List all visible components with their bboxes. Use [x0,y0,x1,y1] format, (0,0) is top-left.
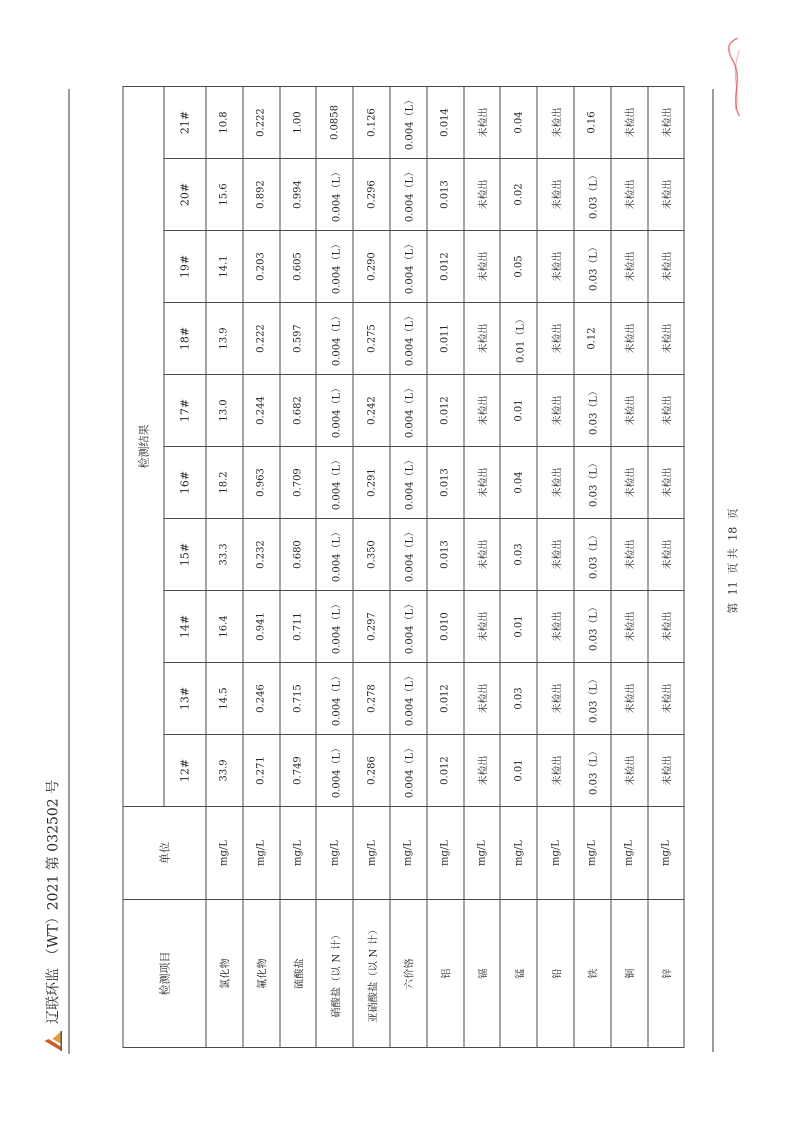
result-cell: 0.004（L） [316,231,353,303]
unit-cell: mg/L [426,807,463,900]
result-cell: 未检出 [537,591,574,663]
result-cell: 未检出 [463,303,500,375]
result-cell: 未检出 [537,303,574,375]
station-header: 21# [164,87,206,159]
station-header: 18# [164,303,206,375]
result-cell: 0.01 [500,591,537,663]
page-suffix: 页 [726,508,739,520]
page-mid: 页 共 [726,548,739,574]
result-cell: 0.994 [279,159,316,231]
col-header-unit: 单位 [123,807,206,900]
table-row [500,87,537,1048]
station-header: 19# [164,231,206,303]
result-cell: 0.03（L） [573,591,610,663]
result-cell: 0.03（L） [573,663,610,735]
result-cell: 0.350 [353,519,390,591]
result-cell: 0.010 [426,591,463,663]
result-cell: 0.290 [353,231,390,303]
result-cell: 0.749 [279,735,316,807]
result-cell: 0.004（L） [316,375,353,447]
result-cell: 0.004（L） [316,303,353,375]
station-header: 20# [164,159,206,231]
result-cell: 0.03（L） [573,447,610,519]
header-row-1 [123,87,164,1048]
result-cell: 0.05 [500,231,537,303]
result-cell: 0.296 [353,159,390,231]
footer-rule [712,89,713,1052]
result-cell: 33.9 [206,735,243,807]
result-cell: 未检出 [537,375,574,447]
result-cell: 未检出 [647,303,684,375]
result-cell: 未检出 [610,375,647,447]
result-cell: 0.203 [242,231,279,303]
company-logo-icon [42,1030,62,1052]
unit-cell: mg/L [610,807,647,900]
result-cell: 0.278 [353,663,390,735]
result-cell: 0.01（L） [500,303,537,375]
result-cell: 0.03（L） [573,231,610,303]
table-row [610,87,647,1048]
result-cell: 0.04 [500,87,537,159]
result-cell: 0.02 [500,159,537,231]
parameter-name: 六价铬 [389,900,426,1048]
parameter-name: 硫酸盐 [279,900,316,1048]
result-cell: 未检出 [537,519,574,591]
unit-cell: mg/L [500,807,537,900]
result-cell: 0.004（L） [316,735,353,807]
parameter-name: 亚硝酸盐（以 N 计） [353,900,390,1048]
result-cell: 0.004（L） [316,519,353,591]
col-header-results: 检测结果 [123,87,164,807]
parameter-name: 氟化物 [242,900,279,1048]
col-header-project: 检测项目 [123,900,206,1048]
result-cell: 未检出 [610,231,647,303]
page-number [724,0,740,1122]
table-row [573,87,610,1048]
result-cell: 0.004（L） [389,87,426,159]
unit-cell: mg/L [463,807,500,900]
unit-cell: mg/L [242,807,279,900]
result-cell: 0.222 [242,303,279,375]
result-cell: 未检出 [537,159,574,231]
station-header: 16# [164,447,206,519]
result-cell: 未检出 [610,87,647,159]
result-cell: 未检出 [647,447,684,519]
result-cell: 14.5 [206,663,243,735]
result-cell: 未检出 [610,159,647,231]
table-row [316,87,353,1048]
report-header [40,780,64,1052]
result-cell: 0.012 [426,231,463,303]
result-cell: 未检出 [463,87,500,159]
station-header: 14# [164,591,206,663]
station-header: 13# [164,663,206,735]
result-cell: 0.222 [242,87,279,159]
result-cell: 0.232 [242,519,279,591]
result-cell: 0.004（L） [316,663,353,735]
result-cell: 0.011 [426,303,463,375]
result-cell: 未检出 [463,591,500,663]
result-cell: 未检出 [610,303,647,375]
result-cell: 0.246 [242,663,279,735]
unit-cell: mg/L [279,807,316,900]
unit-cell: mg/L [537,807,574,900]
result-cell: 未检出 [610,519,647,591]
result-cell: 0.715 [279,663,316,735]
result-cell: 0.963 [242,447,279,519]
result-cell: 未检出 [463,519,500,591]
header-rule [68,89,69,1054]
result-cell: 0.03 [500,663,537,735]
result-cell: 未检出 [610,591,647,663]
result-cell: 0.12 [573,303,610,375]
parameter-name: 铁 [573,900,610,1048]
result-cell: 未检出 [463,231,500,303]
result-cell: 0.242 [353,375,390,447]
report-id: （WT）2021 第 032502 号 [45,779,61,962]
parameter-name: 镉 [463,900,500,1048]
station-header: 12# [164,735,206,807]
result-cell: 0.03（L） [573,519,610,591]
parameter-name: 氯化物 [206,900,243,1048]
page-prefix: 第 [726,602,739,614]
result-cell: 0.04 [500,447,537,519]
table-row [242,87,279,1048]
result-cell: 0.004（L） [316,591,353,663]
result-cell: 13.9 [206,303,243,375]
table-row [537,87,574,1048]
page-total: 18 [726,526,739,541]
station-header: 15# [164,519,206,591]
parameter-name: 锌 [647,900,684,1048]
result-cell: 未检出 [537,87,574,159]
result-cell: 0.004（L） [389,375,426,447]
result-cell: 未检出 [647,519,684,591]
table-row [647,87,684,1048]
result-cell: 未检出 [537,735,574,807]
result-cell: 14.1 [206,231,243,303]
result-cell: 未检出 [537,231,574,303]
result-cell: 未检出 [647,375,684,447]
result-cell: 0.004（L） [389,735,426,807]
result-cell: 16.4 [206,591,243,663]
result-cell: 0.244 [242,375,279,447]
page-current: 11 [726,581,739,596]
result-cell: 未检出 [647,591,684,663]
result-cell: 0.03（L） [573,735,610,807]
result-cell: 未检出 [463,735,500,807]
parameter-name: 铝 [426,900,463,1048]
result-cell: 未检出 [463,375,500,447]
result-cell: 1.00 [279,87,316,159]
unit-cell: mg/L [647,807,684,900]
unit-cell: mg/L [573,807,610,900]
result-cell: 0.605 [279,231,316,303]
table-row [279,87,316,1048]
red-seal-stamp [725,35,745,120]
result-cell: 0.0858 [316,87,353,159]
result-cell: 未检出 [537,447,574,519]
result-cell: 未检出 [610,663,647,735]
table-row [206,87,243,1048]
result-cell: 0.275 [353,303,390,375]
result-cell: 0.01 [500,375,537,447]
result-cell: 0.004（L） [316,447,353,519]
company-name: 辽联环监 [45,968,61,1024]
result-cell: 0.892 [242,159,279,231]
result-cell: 18.2 [206,447,243,519]
result-cell: 0.004（L） [389,663,426,735]
result-cell: 未检出 [463,159,500,231]
parameter-name: 锰 [500,900,537,1048]
result-cell: 0.013 [426,519,463,591]
parameter-name: 硝酸盐（以 N 计） [316,900,353,1048]
result-cell: 33.3 [206,519,243,591]
table-row [463,87,500,1048]
result-cell: 0.004（L） [389,519,426,591]
result-cell: 0.03（L） [573,375,610,447]
result-cell: 0.004（L） [389,447,426,519]
result-cell: 未检出 [610,447,647,519]
result-cell: 0.03（L） [573,159,610,231]
result-cell: 0.013 [426,159,463,231]
result-cell: 0.012 [426,375,463,447]
result-cell: 0.004（L） [389,591,426,663]
result-cell: 0.004（L） [389,303,426,375]
unit-cell: mg/L [353,807,390,900]
result-cell: 0.004（L） [389,159,426,231]
parameter-name: 铜 [610,900,647,1048]
table-body [206,87,684,1048]
result-cell: 0.291 [353,447,390,519]
unit-cell: mg/L [206,807,243,900]
result-cell: 0.711 [279,591,316,663]
result-cell: 13.0 [206,375,243,447]
result-cell: 0.012 [426,735,463,807]
parameter-name: 铅 [537,900,574,1048]
result-cell: 0.014 [426,87,463,159]
result-cell: 未检出 [647,735,684,807]
result-cell: 0.004（L） [316,159,353,231]
result-cell: 未检出 [537,663,574,735]
result-cell: 0.126 [353,87,390,159]
result-cell: 0.012 [426,663,463,735]
table-row [426,87,463,1048]
result-cell: 0.597 [279,303,316,375]
result-cell: 0.013 [426,447,463,519]
unit-cell: mg/L [316,807,353,900]
result-cell: 未检出 [463,663,500,735]
results-table [122,86,684,1048]
result-cell: 未检出 [610,735,647,807]
result-cell: 未检出 [647,663,684,735]
result-cell: 0.01 [500,735,537,807]
result-cell: 未检出 [647,87,684,159]
unit-cell: mg/L [389,807,426,900]
station-header: 17# [164,375,206,447]
result-cell: 0.004（L） [389,231,426,303]
result-cell: 0.680 [279,519,316,591]
result-cell: 0.682 [279,375,316,447]
result-cell: 0.286 [353,735,390,807]
result-cell: 0.03 [500,519,537,591]
result-cell: 0.941 [242,591,279,663]
result-cell: 15.6 [206,159,243,231]
result-cell: 0.271 [242,735,279,807]
table-row [389,87,426,1048]
result-cell: 0.297 [353,591,390,663]
result-cell: 未检出 [647,159,684,231]
result-cell: 10.8 [206,87,243,159]
result-cell: 0.709 [279,447,316,519]
table-row [353,87,390,1048]
result-cell: 未检出 [463,447,500,519]
result-cell: 0.16 [573,87,610,159]
result-cell: 未检出 [647,231,684,303]
